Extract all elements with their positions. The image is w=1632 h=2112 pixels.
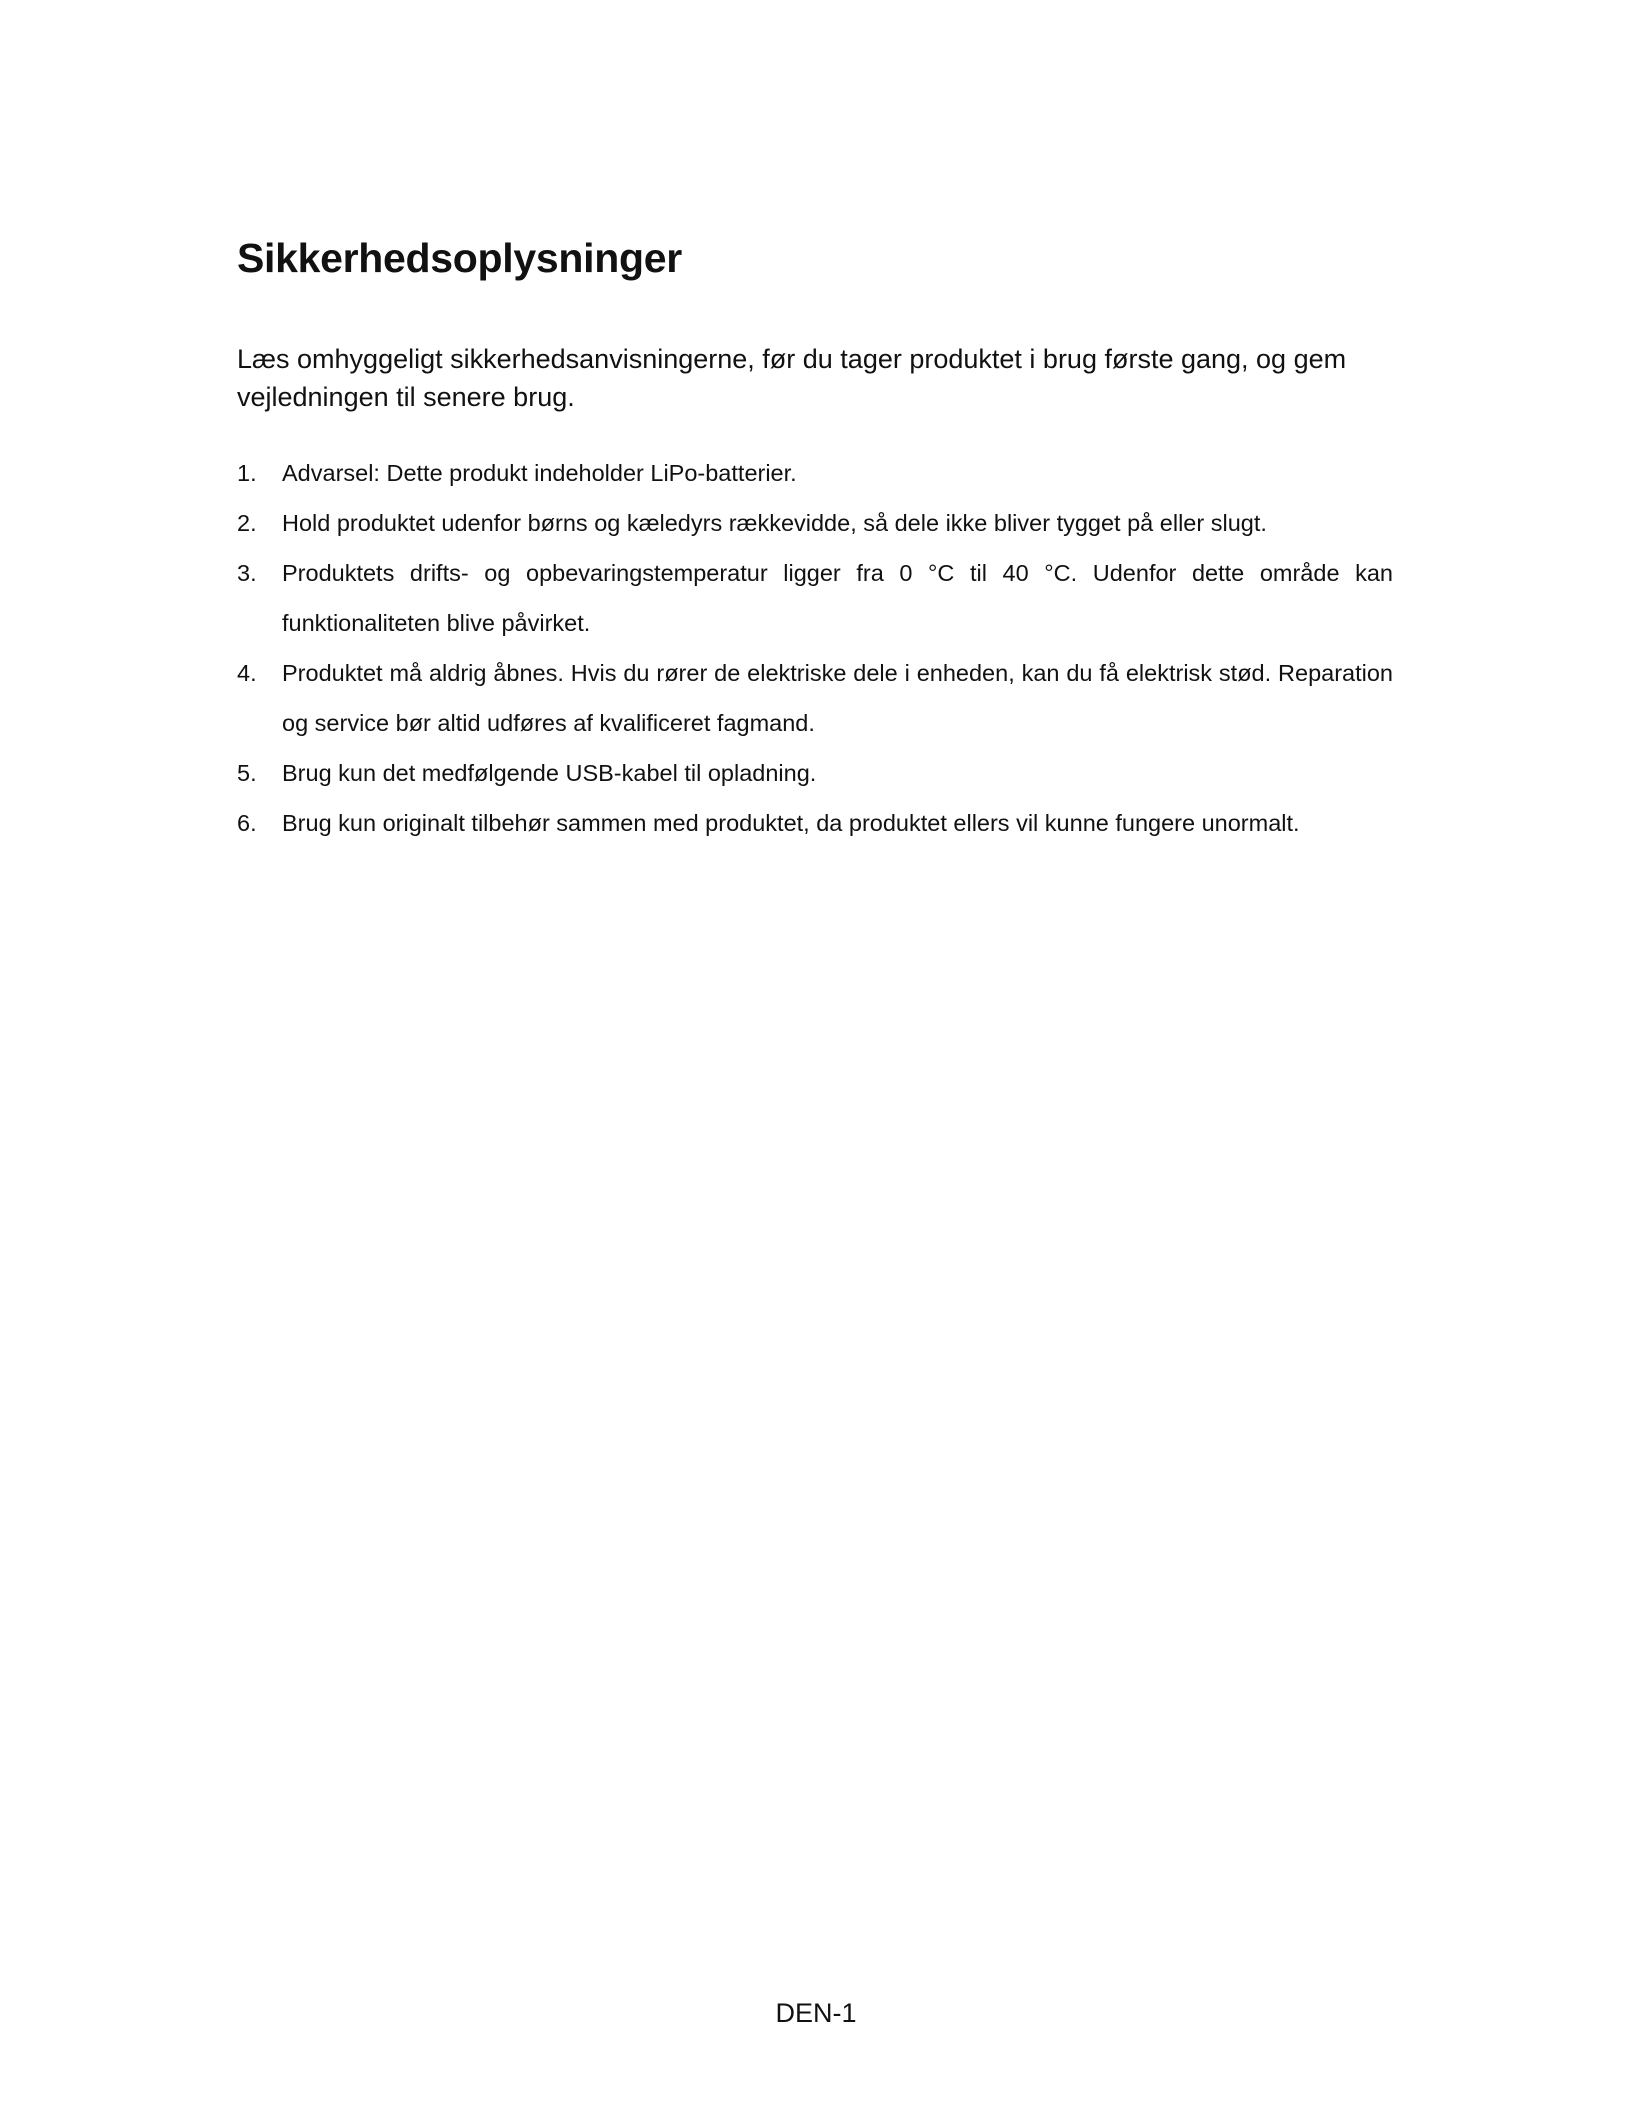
list-item-number: 4. xyxy=(237,660,257,686)
document-body xyxy=(237,228,1393,848)
page-title: Sikkerhedsoplysninger xyxy=(237,235,682,281)
list-item-text: Hold produktet udenfor børns og kæledyrs rækkevidde, så dele ikke bliver tygget på eller slugt. xyxy=(282,510,1267,536)
list-item-number: 3. xyxy=(237,560,257,586)
list-item-text: Advarsel: Dette produkt indeholder LiPo-batterier. xyxy=(282,460,797,486)
safety-list xyxy=(237,448,1393,848)
list-item-text: Produktet må aldrig åbnes. Hvis du rører de elektriske dele i enheden, kan du få elektrisk stød. Reparation og service bør altid udføres af kvalificeret fagmand. xyxy=(282,660,1393,736)
list-item xyxy=(237,548,1393,648)
list-item-number: 2. xyxy=(237,510,257,536)
list-item xyxy=(237,648,1393,748)
list-item-number: 6. xyxy=(237,810,257,836)
list-item xyxy=(237,748,1393,798)
list-item-text: Produktets drifts- og opbevaringstemperatur ligger fra 0 °C til 40 °C. Udenfor dette område kan funktionaliteten blive påvirket. xyxy=(282,560,1393,636)
list-item-text: Brug kun originalt tilbehør sammen med produktet, da produktet ellers vil kunne fungere unormalt. xyxy=(282,810,1300,836)
list-item-number: 5. xyxy=(237,760,257,786)
list-item-text: Brug kun det medfølgende USB-kabel til opladning. xyxy=(282,760,817,786)
list-item xyxy=(237,448,1393,498)
intro-paragraph: Læs omhyggeligt sikkerhedsanvisningerne, før du tager produktet i brug første gang, og gem vejledningen til senere brug. xyxy=(237,344,1347,412)
list-item xyxy=(237,798,1393,848)
list-item-number: 1. xyxy=(237,460,257,486)
page-number: DEN-1 xyxy=(775,1998,857,2028)
list-item xyxy=(237,498,1393,548)
